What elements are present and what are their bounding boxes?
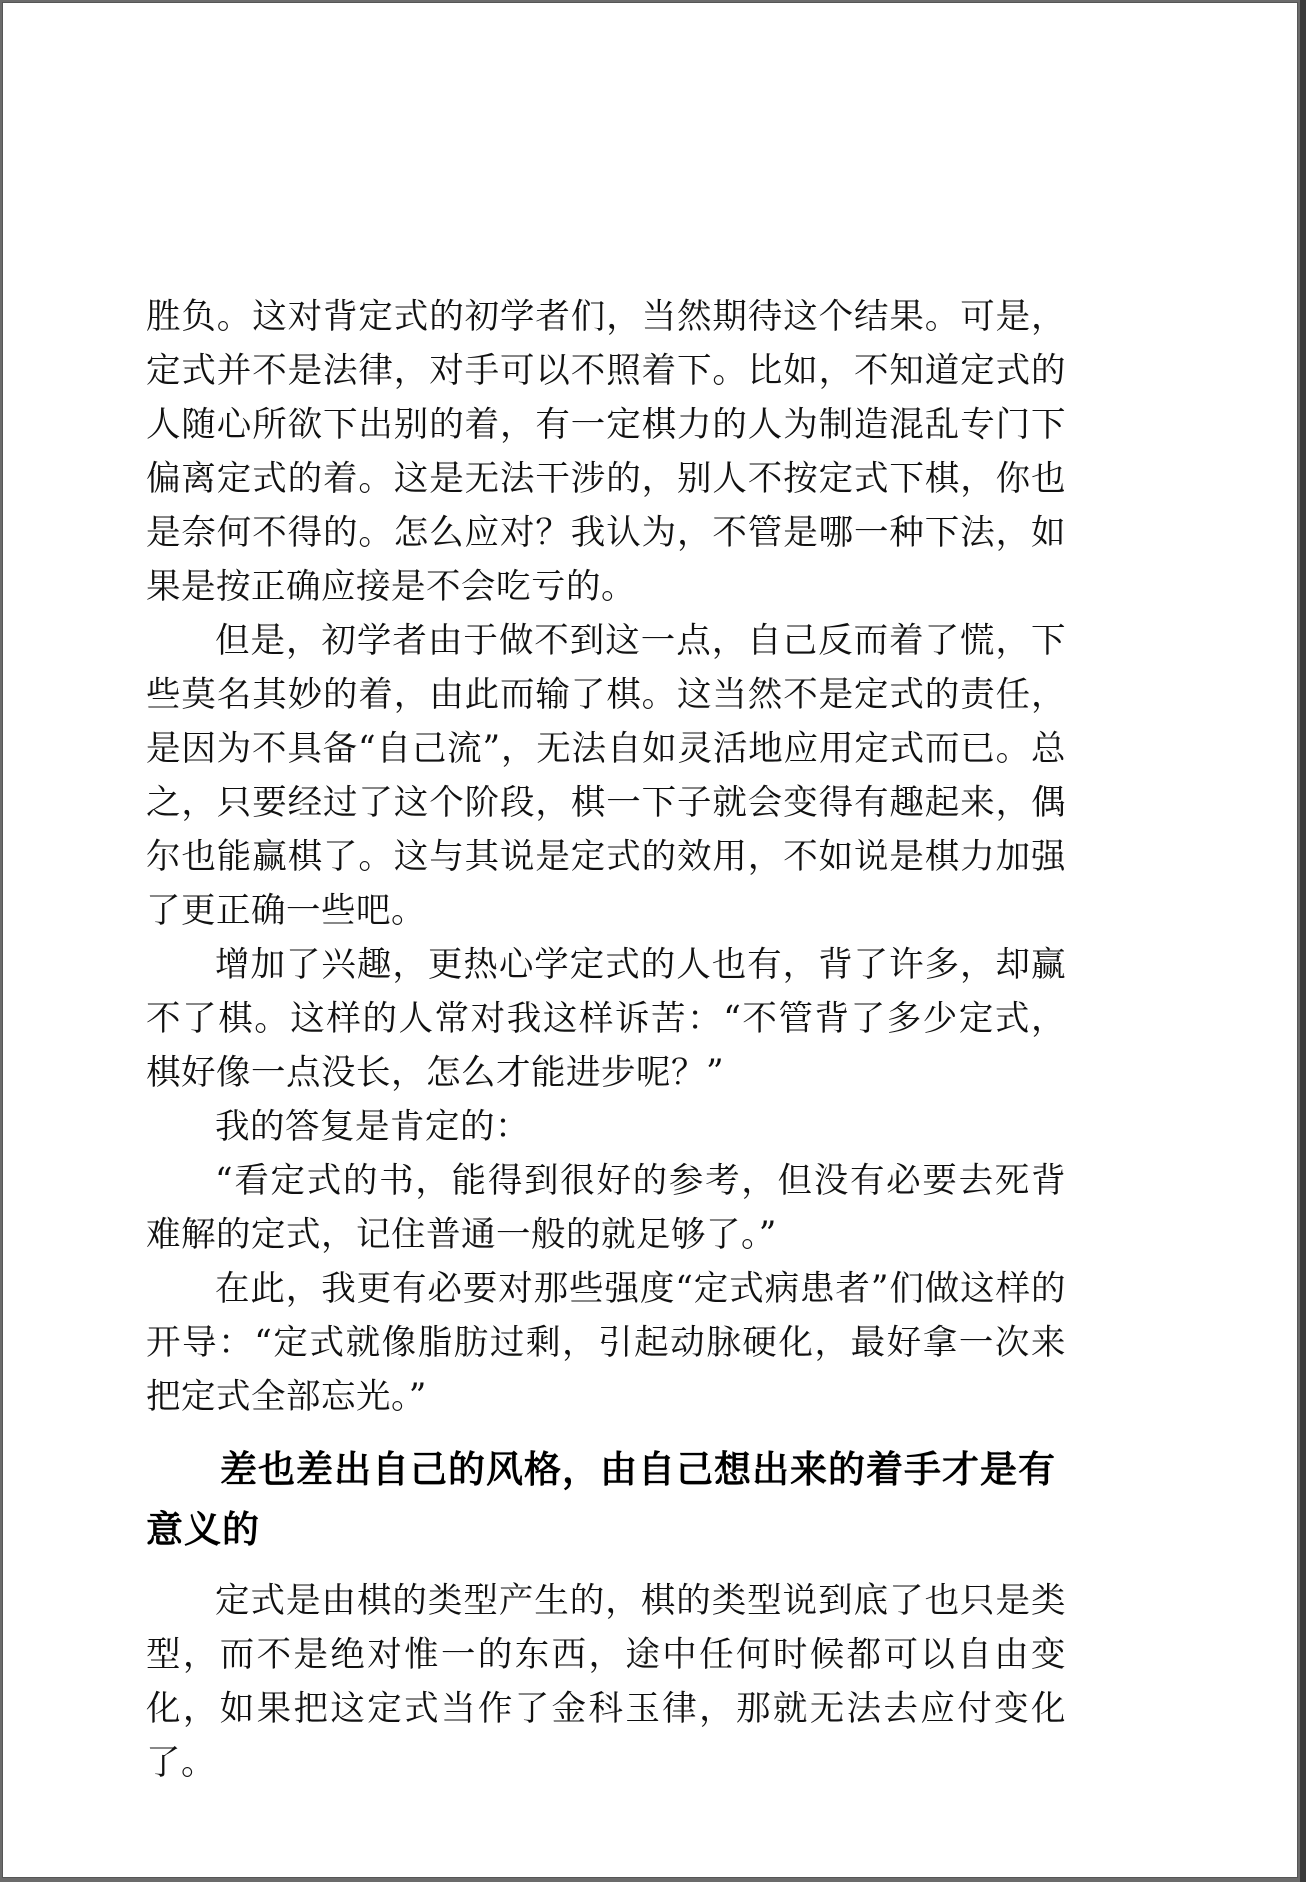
paragraph-1: 胜负。这对背定式的初学者们，当然期待这个结果。可是，定式并不是法律，对手可以不照着下。比如，不知道定式的人随心所欲下出别的着，有一定棋力的人为制造混乱专门下偏离定式的着。这是无法干涉的，别人不按定式下棋，你也是奈何不得的。怎么应对？我认为，不管是哪一种下法，如果是按正确应接是不会吃亏的。	[146, 297, 1066, 607]
paragraph-2: 但是，初学者由于做不到这一点，自己反而着了慌，下些莫名其妙的着，由此而输了棋。这当然不是定式的责任，是因为不具备“自己流”，无法自如灵活地应用定式而已。总之，只要经过了这个阶段，棋一下子就会变得有趣起来，偶尔也能赢棋了。这与其说是定式的效用，不如说是棋力加强了更正确一些吧。	[146, 621, 1066, 931]
paragraph-5: “看定式的书，能得到很好的参考，但没有必要去死背难解的定式，记住普通一般的就足够了。”	[146, 1161, 1066, 1255]
paragraph-7: 定式是由棋的类型产生的，棋的类型说到底了也只是类型，而不是绝对惟一的东西，途中任何时候都可以自由变化，如果把这定式当作了金科玉律，那就无法去应付变化了。	[146, 1581, 1066, 1783]
section-2-body	[146, 1574, 1066, 1790]
section-1-body	[146, 290, 1066, 1424]
section-heading: 差也差出自己的风格，由自己想出来的着手才是有意义的	[146, 1448, 1056, 1551]
paragraph-6: 在此，我更有必要对那些强度“定式病患者”们做这样的开导：“定式就像脂肪过剩，引起动脉硬化，最好拿一次来把定式全部忘光。”	[146, 1269, 1066, 1417]
page-edge-shadow	[1300, 0, 1306, 1882]
paragraph-3: 增加了兴趣，更热心学定式的人也有，背了许多，却赢不了棋。这样的人常对我这样诉苦：“不管背了多少定式，棋好像一点没长，怎么才能进步呢？”	[146, 945, 1066, 1093]
paragraph-4: 我的答复是肯定的：	[215, 1107, 530, 1147]
